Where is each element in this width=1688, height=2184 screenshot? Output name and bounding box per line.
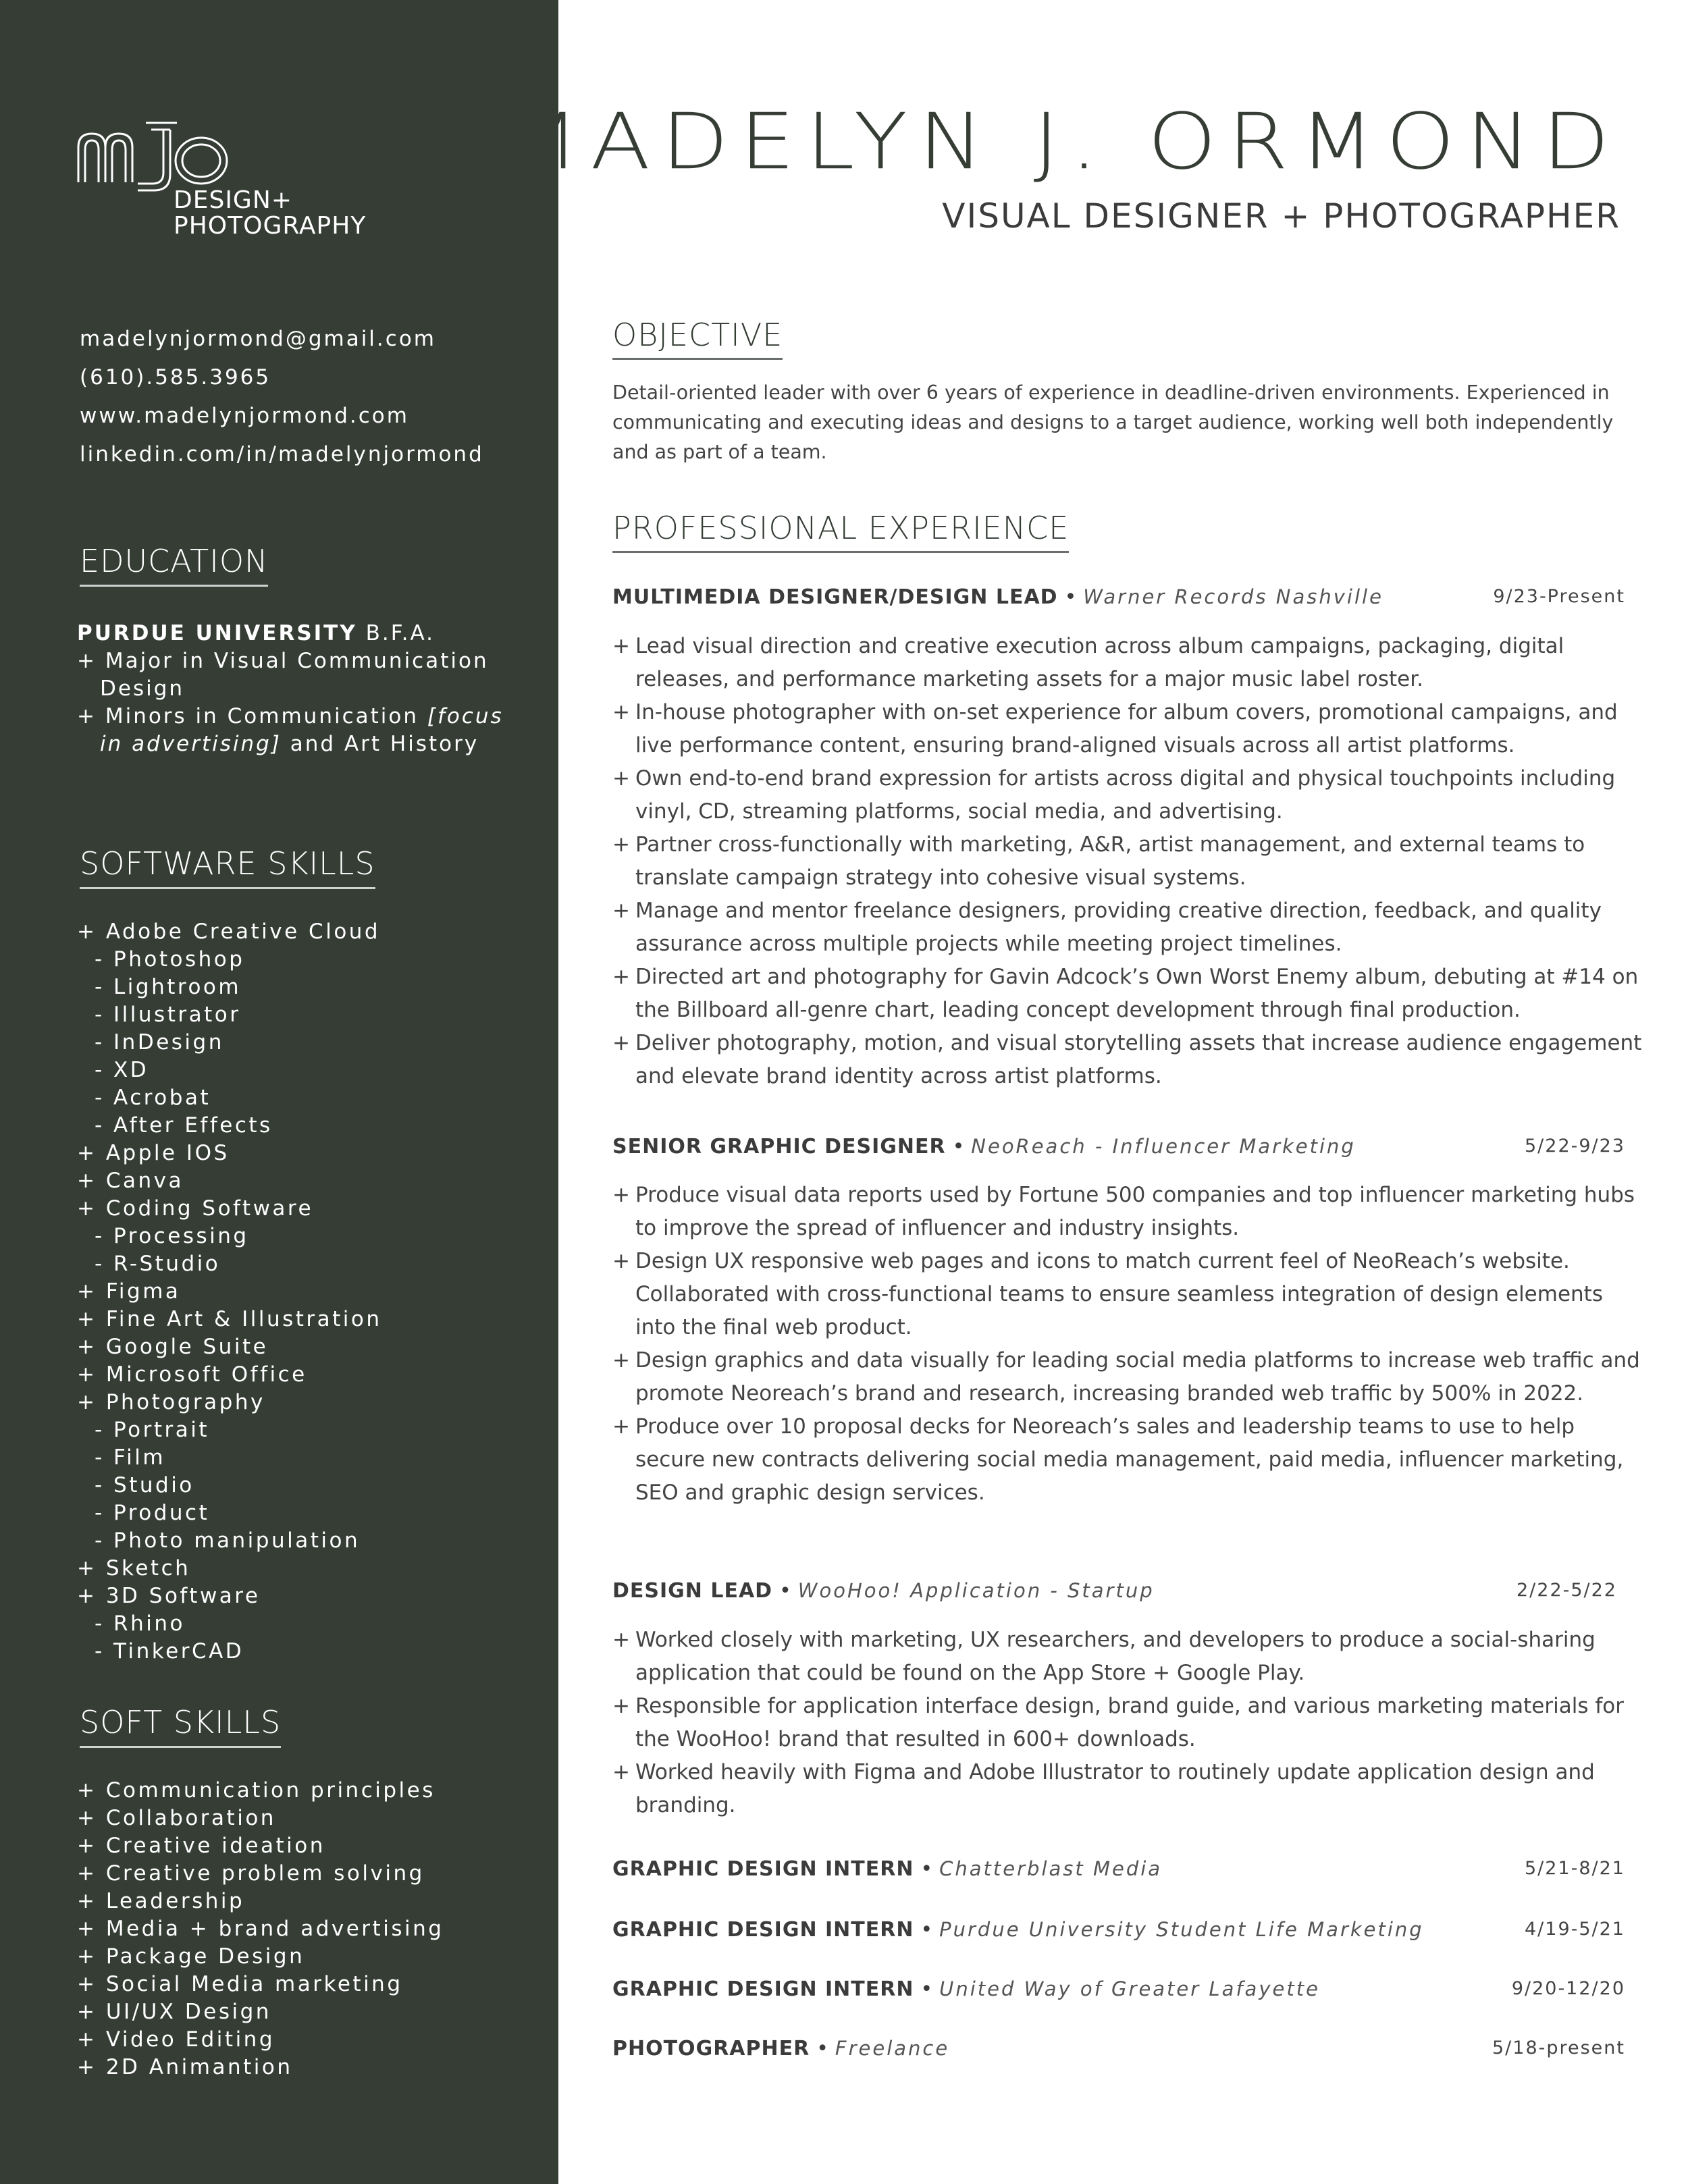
job-company: NeoReach - Influencer Marketing bbox=[971, 1135, 1356, 1158]
job-title: MULTIMEDIA DESIGNER/DESIGN LEAD bbox=[612, 585, 1058, 609]
education-minor-line bbox=[77, 703, 536, 730]
soft-skill-item: + Creative ideation bbox=[77, 1834, 325, 1858]
soft-skills-list bbox=[77, 1777, 536, 2081]
job-bullet: + Worked heavily with Figma and Adobe Illustrator to routinely update application design and branding. bbox=[612, 1756, 1645, 1822]
job-bullet: + Responsible for application interface design, brand guide, and various marketing materials for the WooHoo! brand that resulted in 600+ downloads. bbox=[612, 1690, 1645, 1756]
software-skill-item: - TinkerCAD bbox=[95, 1639, 244, 1663]
bullet-dot: • bbox=[952, 1135, 965, 1158]
contact-email[interactable]: madelynjormond@gmail.com bbox=[80, 327, 436, 351]
education-school-line bbox=[77, 620, 536, 647]
job-header bbox=[612, 1854, 1625, 1884]
bullet-dot: • bbox=[779, 1579, 791, 1603]
job-bullet: + Manage and mentor freelance designers, providing creative direction, feedback, and quality assurance across multiple projects while meeting project timelines. bbox=[612, 895, 1645, 961]
software-skill-item: - Illustrator bbox=[95, 1003, 241, 1027]
logo-photography-text: PHOTOGRAPHY bbox=[174, 212, 367, 240]
job-date: 4/19-5/21 bbox=[1524, 1919, 1625, 1940]
job-title: PHOTOGRAPHER bbox=[612, 2037, 810, 2060]
soft-skill-item: + Creative problem solving bbox=[77, 1861, 425, 1886]
soft-skill-item: + Collaboration bbox=[77, 1806, 276, 1830]
page-title-name: MADELYN J. ORMOND bbox=[504, 96, 1620, 187]
software-skill-item: + Sketch bbox=[77, 1556, 191, 1580]
objective-heading: OBJECTIVE bbox=[612, 316, 783, 360]
software-skill-item: + Microsoft Office bbox=[77, 1362, 307, 1387]
objective-text: Detail-oriented leader with over 6 years of experience in deadline-driven environments. Experienced in communicating and executing ideas and designs to a target audience, working well both independently and as part of a team. bbox=[612, 381, 1614, 463]
contact-website[interactable]: www.madelynjormond.com bbox=[80, 404, 409, 428]
job-header bbox=[612, 1131, 1625, 1161]
software-skills-list bbox=[77, 918, 536, 1666]
job-header bbox=[612, 1915, 1625, 1944]
job-bullet: + Directed art and photography for Gavin Adcock’s Own Worst Enemy album, debuting at #14 on the Billboard all-genre chart, leading concept development through final production. bbox=[612, 961, 1645, 1027]
experience-heading: PROFESSIONAL EXPERIENCE bbox=[612, 509, 1069, 553]
education-minor-advertising: in advertising] bbox=[100, 732, 282, 756]
soft-skill-item: + Leadership bbox=[77, 1889, 245, 1913]
mjo-monogram-logo bbox=[76, 120, 238, 194]
software-skill-item: - Photo manipulation bbox=[95, 1528, 361, 1553]
software-skill-item: + Fine Art & Illustration bbox=[77, 1307, 382, 1331]
job-date: 9/23-Present bbox=[1493, 586, 1625, 607]
software-skills-heading: SOFTWARE SKILLS bbox=[80, 845, 375, 889]
software-skill-item: - Product bbox=[95, 1501, 210, 1525]
job-bullet: + Lead visual direction and creative execution across album campaigns, packaging, digital releases, and performance marketing assets for a major music label roster. bbox=[612, 630, 1645, 696]
software-skill-item: - Film bbox=[95, 1445, 166, 1470]
job-header bbox=[612, 1576, 1625, 1605]
logo-design-text: DESIGN+ bbox=[174, 186, 292, 214]
education-block bbox=[77, 620, 536, 758]
software-skill-item: + Apple IOS bbox=[77, 1141, 230, 1165]
software-skill-item: - XD bbox=[95, 1058, 149, 1082]
soft-skill-item: + Video Editing bbox=[77, 2027, 275, 2052]
software-skill-item: + Adobe Creative Cloud bbox=[77, 920, 381, 944]
job-date: 5/18-present bbox=[1492, 2037, 1625, 2058]
main-content bbox=[504, 0, 1688, 2184]
job-bullets bbox=[612, 630, 1645, 1093]
education-minor: + Minors in Communication bbox=[77, 704, 427, 728]
bullet-dot: • bbox=[816, 2037, 828, 2060]
software-skill-item: + Coding Software bbox=[77, 1196, 314, 1221]
software-skill-item: - Processing bbox=[95, 1224, 249, 1248]
job-header bbox=[612, 2033, 1625, 2063]
software-skill-item: + Figma bbox=[77, 1279, 181, 1304]
soft-skill-item: + Communication principles bbox=[77, 1778, 436, 1803]
job-bullet: + Design graphics and data visually for leading social media platforms to increase web traffic and promote Neoreach’s brand and research, increasing branded web traffic by 500% in 2022. bbox=[612, 1344, 1645, 1410]
software-skill-item: - Portrait bbox=[95, 1418, 210, 1442]
job-company: WooHoo! Application - Startup bbox=[797, 1579, 1155, 1602]
job-bullets bbox=[612, 1624, 1645, 1822]
job-title: GRAPHIC DESIGN INTERN bbox=[612, 1977, 914, 2001]
software-skill-item: - Acrobat bbox=[95, 1086, 211, 1110]
job-title: GRAPHIC DESIGN INTERN bbox=[612, 1918, 914, 1942]
bullet-dot: • bbox=[920, 1857, 933, 1881]
software-skill-item: - InDesign bbox=[95, 1030, 224, 1055]
job-bullet: + In-house photographer with on-set experience for album covers, promotional campaigns, and live performance content, ensuring brand-aligned visuals across all artist platforms. bbox=[612, 696, 1645, 762]
job-bullet: + Partner cross-functionally with marketing, A&R, artist management, and external teams to translate campaign strategy into cohesive visual systems. bbox=[612, 828, 1645, 895]
sidebar bbox=[0, 0, 558, 2184]
education-major-cont: Design bbox=[100, 676, 185, 701]
job-title: SENIOR GRAPHIC DESIGNER bbox=[612, 1135, 946, 1158]
job-company: Chatterblast Media bbox=[939, 1857, 1163, 1880]
job-bullet: + Worked closely with marketing, UX researchers, and developers to produce a social-sharing application that could be found on the App Store + Google Play. bbox=[612, 1624, 1645, 1690]
job-company: Freelance bbox=[835, 2037, 950, 2060]
job-company: United Way of Greater Lafayette bbox=[939, 1977, 1320, 2000]
contact-phone: (610).585.3965 bbox=[80, 365, 271, 390]
job-bullet: + Own end-to-end brand expression for artists across digital and physical touchpoints including vinyl, CD, streaming platforms, social media, and advertising. bbox=[612, 762, 1645, 828]
job-title: DESIGN LEAD bbox=[612, 1579, 773, 1603]
software-skill-item: + Google Suite bbox=[77, 1335, 269, 1359]
software-skill-item: - Lightroom bbox=[95, 975, 242, 999]
education-minor-cont-line bbox=[77, 730, 536, 758]
software-skill-item: - Rhino bbox=[95, 1612, 185, 1636]
contact-linkedin[interactable]: linkedin.com/in/madelynjormond bbox=[80, 442, 484, 467]
soft-skill-item: + Package Design bbox=[77, 1944, 305, 1969]
bullet-dot: • bbox=[1064, 585, 1077, 609]
page-subtitle: VISUAL DESIGNER + PHOTOGRAPHER bbox=[942, 196, 1620, 236]
logo bbox=[76, 120, 386, 248]
software-skill-item: - R-Studio bbox=[95, 1252, 221, 1276]
education-degree: B.F.A. bbox=[357, 621, 435, 645]
software-skill-item: + 3D Software bbox=[77, 1584, 261, 1608]
job-header bbox=[612, 1974, 1625, 2004]
job-bullet: + Produce visual data reports used by Fortune 500 companies and top influencer marketing hubs to improve the spread of influencer and industry insights. bbox=[612, 1179, 1645, 1245]
software-skill-item: - Studio bbox=[95, 1473, 194, 1497]
software-skill-item: - After Effects bbox=[95, 1113, 273, 1138]
software-skill-item: + Canva bbox=[77, 1169, 184, 1193]
job-company: Warner Records Nashville bbox=[1083, 585, 1383, 608]
education-heading: EDUCATION bbox=[80, 543, 268, 587]
soft-skill-item: + Media + brand advertising bbox=[77, 1917, 444, 1941]
bullet-dot: • bbox=[920, 1918, 933, 1942]
job-bullet: + Produce over 10 proposal decks for Neoreach’s sales and leadership teams to use to help secure new contracts delivering social media management, paid media, influencer marketing, SEO and graphic design services. bbox=[612, 1410, 1645, 1510]
soft-skill-item: + UI/UX Design bbox=[77, 2000, 271, 2024]
job-company: Purdue University Student Life Marketing bbox=[939, 1918, 1424, 1941]
software-skill-item: - Photoshop bbox=[95, 947, 245, 971]
job-bullet: + Deliver photography, motion, and visual storytelling assets that increase audience engagement and elevate brand identity across artist platforms. bbox=[612, 1027, 1645, 1093]
job-header bbox=[612, 582, 1625, 612]
bullet-dot: • bbox=[920, 1977, 933, 2001]
job-date: 9/20-12/20 bbox=[1511, 1978, 1625, 1999]
job-title: GRAPHIC DESIGN INTERN bbox=[612, 1857, 914, 1881]
job-bullets bbox=[612, 1179, 1645, 1510]
education-major: + Major in Visual Communication bbox=[77, 649, 489, 673]
job-date: 5/22-9/23 bbox=[1524, 1136, 1625, 1156]
software-skill-item: + Photography bbox=[77, 1390, 265, 1414]
soft-skill-item: + 2D Animantion bbox=[77, 2055, 293, 2079]
education-school: PURDUE UNIVERSITY bbox=[77, 621, 357, 645]
education-minor-focus: [focus bbox=[427, 704, 504, 728]
job-bullet: + Design UX responsive web pages and icons to match current feel of NeoReach’s website. Collaborated with cross-functional teams to ensure seamless integration of design elements into the final web product. bbox=[612, 1245, 1645, 1344]
education-minor-arthistory: and Art History bbox=[281, 732, 479, 756]
soft-skills-heading: SOFT SKILLS bbox=[80, 1704, 281, 1748]
job-date: 5/21-8/21 bbox=[1524, 1858, 1625, 1879]
soft-skill-item: + Social Media marketing bbox=[77, 1972, 403, 1996]
job-date: 2/22-5/22 bbox=[1516, 1580, 1617, 1601]
